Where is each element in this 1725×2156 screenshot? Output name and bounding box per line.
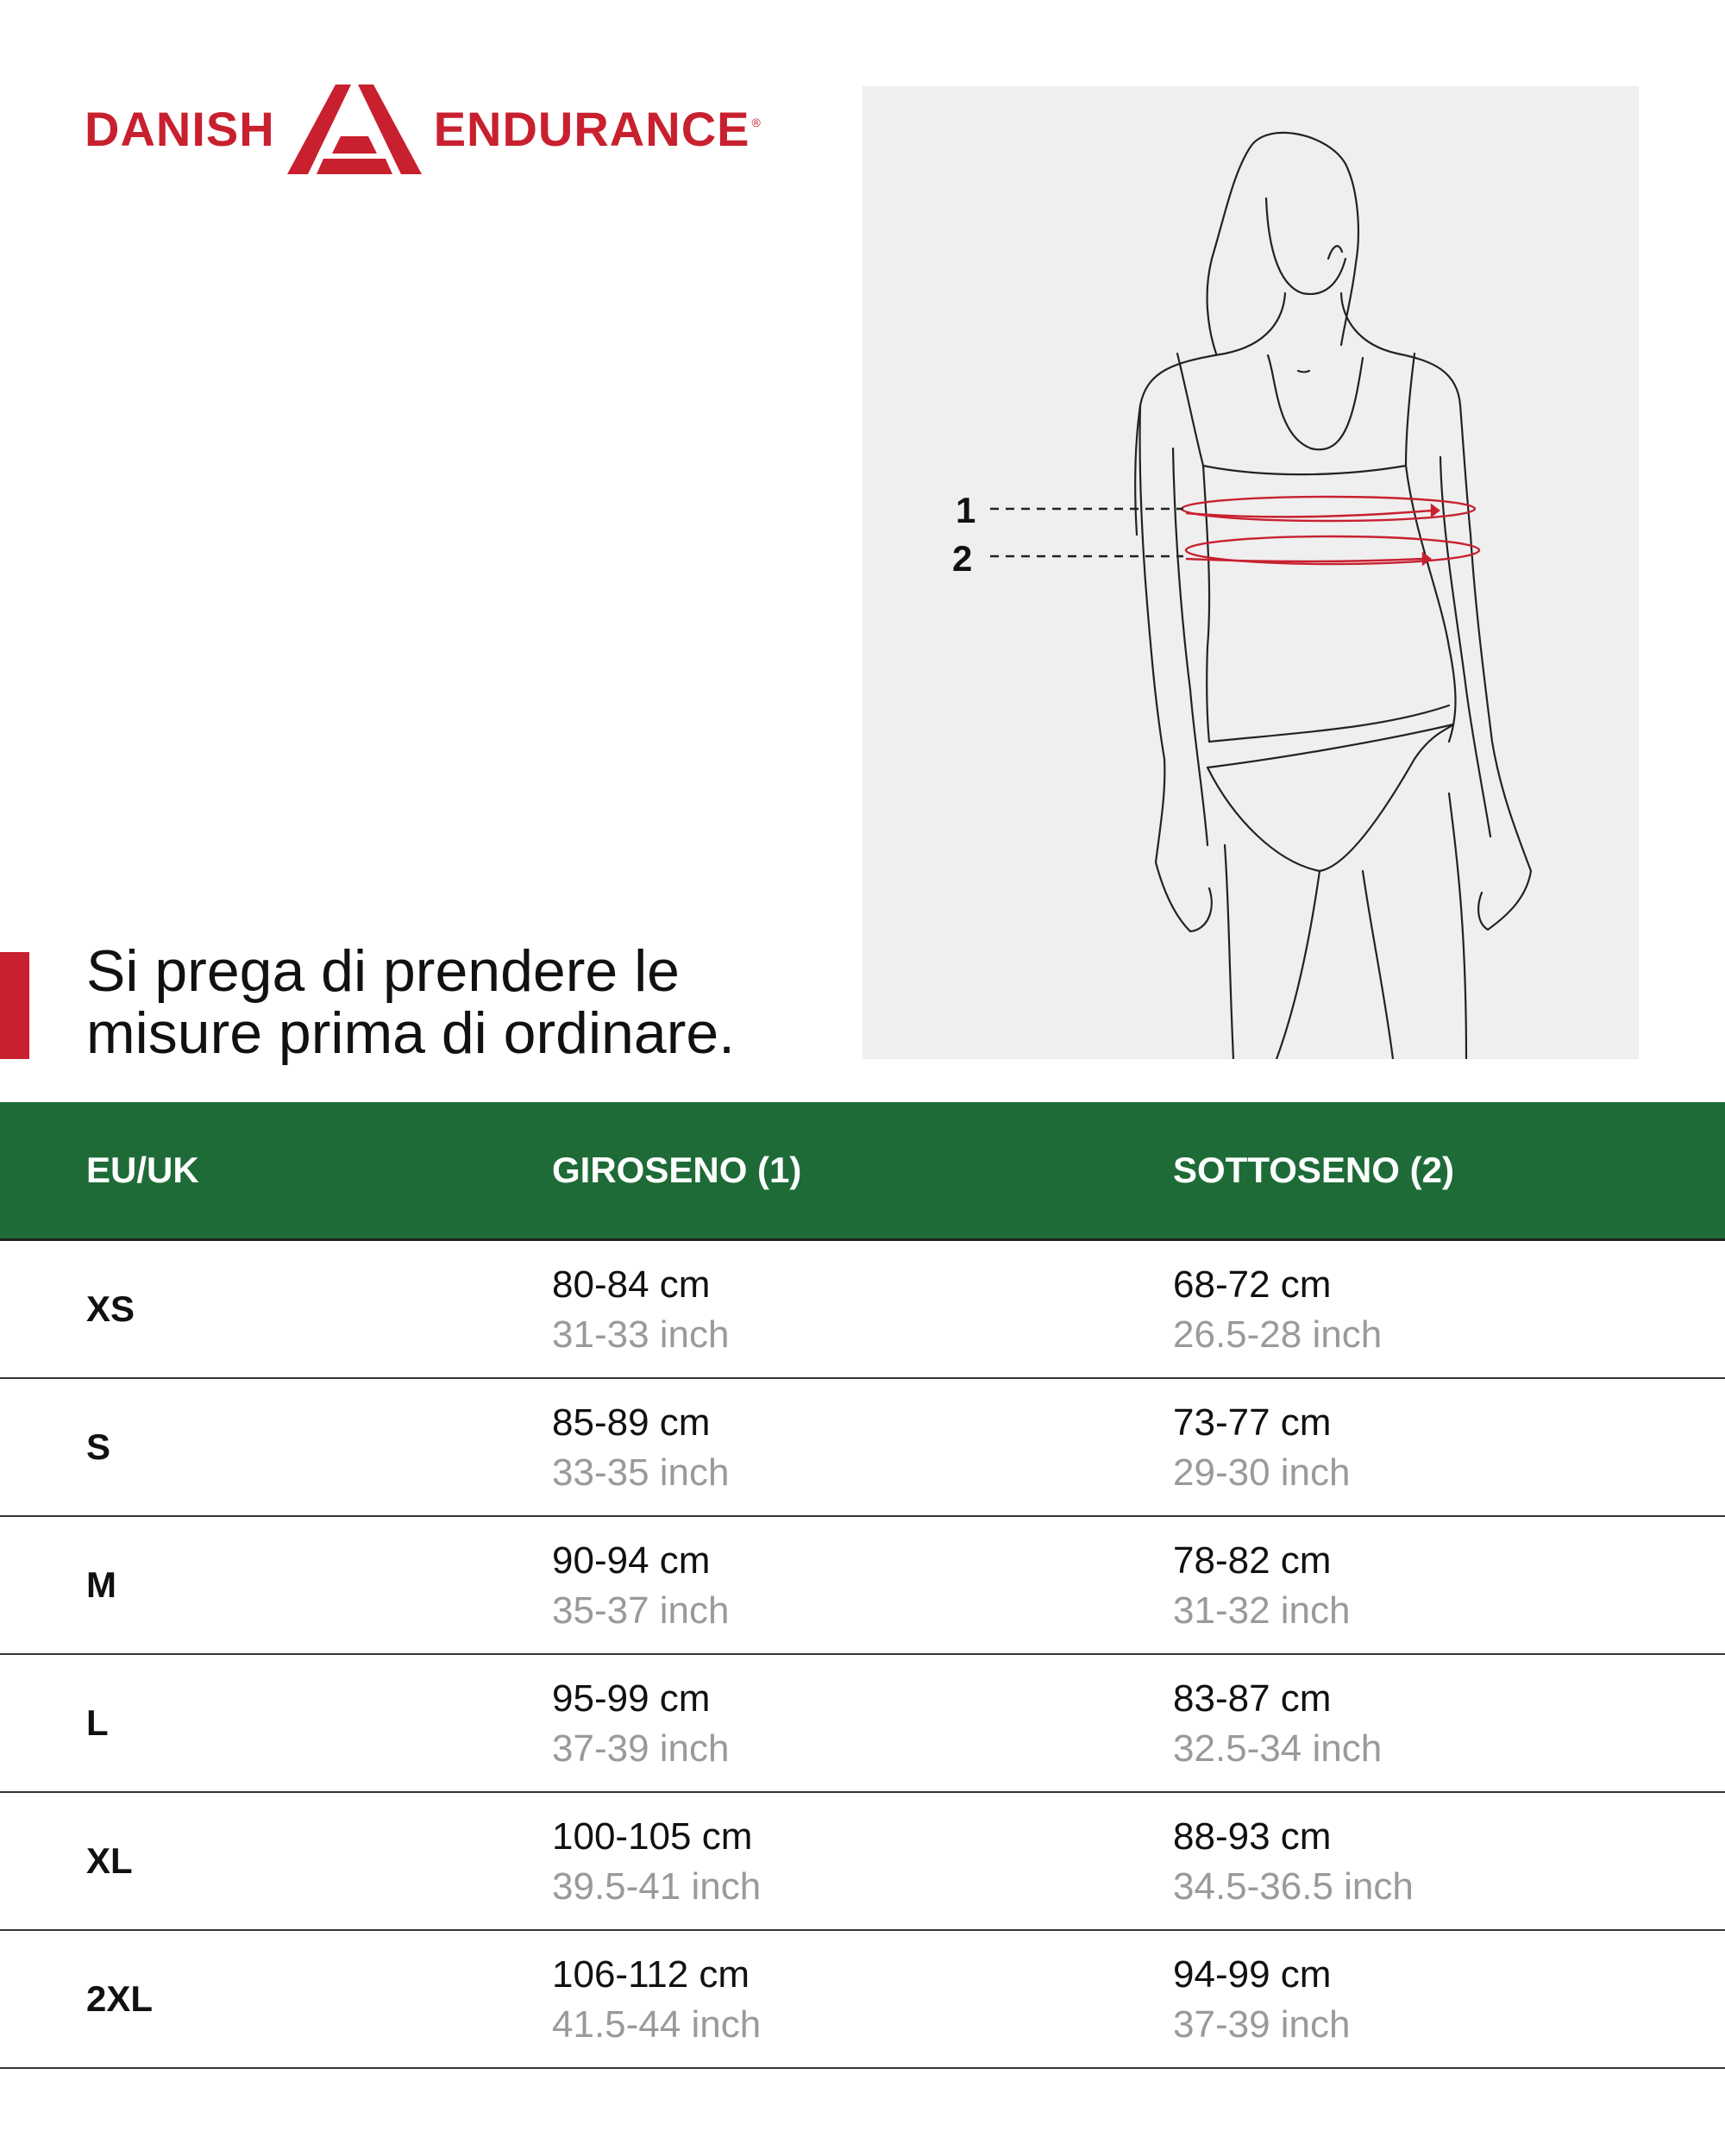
- header-bust: GIROSENO (1): [552, 1150, 802, 1190]
- bust-cell: [552, 1950, 761, 2050]
- size-label: 2XL: [86, 1978, 154, 2019]
- bust-cm: 85-89 cm: [552, 1401, 711, 1444]
- page-heading: [86, 940, 845, 1064]
- heading-line-2: misure prima di ordinare.: [86, 1000, 736, 1066]
- underbust-cm: 94-99 cm: [1173, 1953, 1332, 1996]
- table-row: [0, 1931, 1725, 2069]
- underbust-cell: [1173, 1536, 1350, 1636]
- bust-cm: 80-84 cm: [552, 1263, 711, 1306]
- bust-cell: [552, 1398, 729, 1498]
- brand-word-right: ENDURANCE: [433, 102, 750, 156]
- underbust-cm: 83-87 cm: [1173, 1677, 1332, 1720]
- size-label: L: [86, 1702, 109, 1743]
- bust-cm: 106-112 cm: [552, 1953, 750, 1996]
- measurement-label-2: 2: [952, 538, 973, 579]
- underbust-inch: 32.5-34 inch: [1173, 1727, 1383, 1770]
- size-label: S: [86, 1426, 111, 1467]
- underbust-cell: [1173, 1674, 1382, 1774]
- table-row: [0, 1655, 1725, 1793]
- heading-line-1: Si prega di prendere le: [86, 938, 681, 1004]
- underbust-inch: 34.5-36.5 inch: [1173, 1865, 1414, 1908]
- size-label: XL: [86, 1840, 133, 1881]
- registered-mark: ®: [751, 116, 761, 129]
- underbust-inch: 29-30 inch: [1173, 1451, 1351, 1494]
- underbust-cell: [1173, 1950, 1350, 2050]
- bust-cell: [552, 1674, 729, 1774]
- underbust-cm: 88-93 cm: [1173, 1815, 1332, 1858]
- bust-cell: [552, 1536, 729, 1636]
- underbust-cm: 73-77 cm: [1173, 1401, 1332, 1444]
- bust-inch: 31-33 inch: [552, 1313, 730, 1356]
- underbust-cm: 68-72 cm: [1173, 1263, 1332, 1306]
- bust-inch: 37-39 inch: [552, 1727, 730, 1770]
- accent-bar: [0, 952, 29, 1059]
- bust-cm: 95-99 cm: [552, 1677, 711, 1720]
- bust-cell: [552, 1260, 729, 1360]
- brand-word-left: DANISH: [85, 102, 275, 156]
- underbust-inch: 26.5-28 inch: [1173, 1313, 1383, 1356]
- table-row: [0, 1241, 1725, 1379]
- bust-inch: 41.5-44 inch: [552, 2003, 762, 2046]
- brand-mountain-icon: [287, 85, 422, 174]
- bust-inch: 33-35 inch: [552, 1451, 730, 1494]
- header-size: EU/UK: [86, 1150, 199, 1190]
- table-row: [0, 1379, 1725, 1517]
- underbust-inch: 37-39 inch: [1173, 2003, 1351, 2046]
- table-header: [0, 1102, 1725, 1241]
- size-label: M: [86, 1564, 116, 1605]
- bust-cm: 90-94 cm: [552, 1539, 711, 1582]
- table-row: [0, 1793, 1725, 1931]
- underbust-cell: [1173, 1812, 1414, 1912]
- brand-logo: [85, 85, 761, 174]
- underbust-inch: 31-32 inch: [1173, 1589, 1351, 1632]
- size-label: XS: [86, 1288, 135, 1329]
- bust-inch: 39.5-41 inch: [552, 1865, 762, 1908]
- underbust-cell: [1173, 1398, 1350, 1498]
- body-outline-drawing: [862, 86, 1639, 1059]
- measurement-illustration: [862, 86, 1639, 1059]
- header-underbust: SOTTOSENO (2): [1173, 1150, 1454, 1190]
- underbust-cell: [1173, 1260, 1382, 1360]
- bust-cm: 100-105 cm: [552, 1815, 753, 1858]
- underbust-cm: 78-82 cm: [1173, 1539, 1332, 1582]
- bust-inch: 35-37 inch: [552, 1589, 730, 1632]
- measurement-label-1: 1: [956, 490, 976, 530]
- bust-cell: [552, 1812, 761, 1912]
- table-row: [0, 1517, 1725, 1655]
- size-table: [0, 1102, 1725, 2069]
